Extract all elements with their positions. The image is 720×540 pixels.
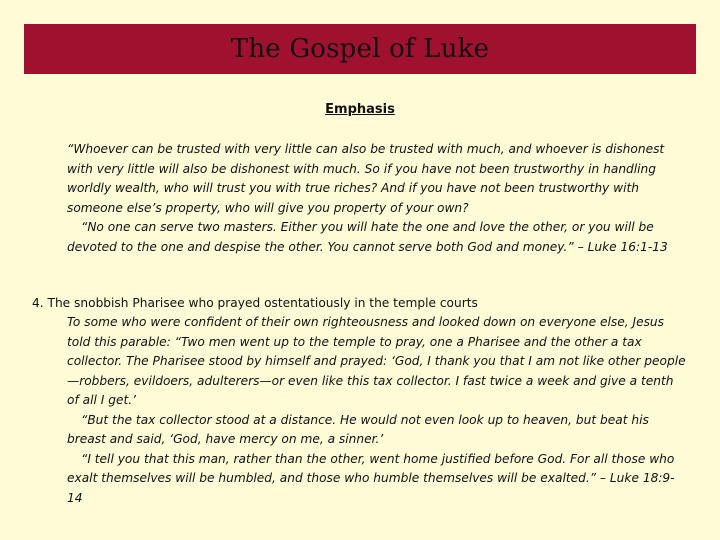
quote-block [67,140,689,257]
quote-paragraph: “Whoever can be trusted with very little can also be trusted with much, and whoever is dishonest with very little will also be dishonest with much. So if you have not been trustworthy in handling worldly wealth, who will trust you with true riches? And if you have not been trustworthy with someone else’s property, who will give you property of your own? [67,142,665,215]
section-heading: Emphasis [325,102,395,117]
page-title: The Gospel of Luke [230,34,490,64]
point-4-body [67,313,689,508]
point-paragraph: To some who were confident of their own righteousness and looked down on everyone else, Jesus told this parable: “Two men went up to the temple to pray, one a Pharisee and the other a tax collector. The Pharisee stood by himself and prayed: ‘God, I thank you that I am not like other people—robbers, evildoers, adulterers—or even like this tax collector. I fast twice a week and give a tenth of all I get.’ [67,315,686,407]
point-4-label: 4. The snobbish Pharisee who prayed ostentatiously in the temple courts [32,296,478,310]
point-paragraph: “But the tax collector stood at a distance. He would not even look up to heaven, but beat his breast and said, ‘God, have mercy on me, a sinner.’ [67,412,649,446]
point-paragraph: “I tell you that this man, rather than the other, went home justified before God. For all those who exalt themselves will be humbled, and those who humble themselves will be exalted.” – Luke 18:9-14 [67,451,675,505]
quote-paragraph: “No one can serve two masters. Either you will hate the one and love the other, or you will be devoted to the one and despise the other. You cannot serve both God and money.” – Luke 16:1-13 [67,220,668,254]
title-banner [24,24,696,74]
